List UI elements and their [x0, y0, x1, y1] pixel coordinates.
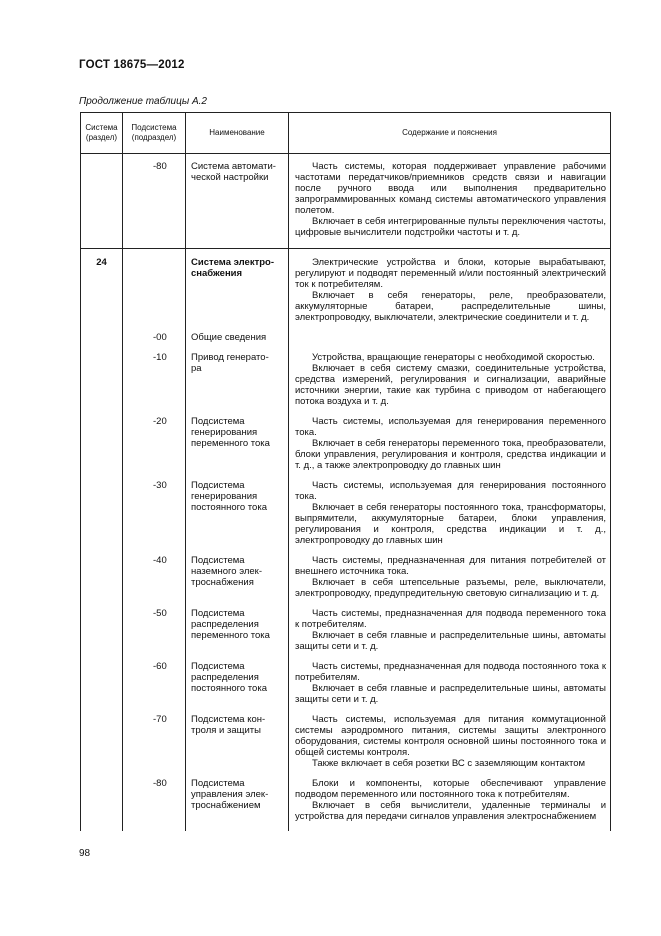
subsystem-code: -50 — [123, 608, 186, 661]
table-row — [81, 480, 611, 555]
item-description — [289, 608, 611, 661]
table-row — [81, 352, 611, 416]
subsystem-code: -80 — [123, 154, 186, 249]
item-name: Система автомати- ческой настройки — [186, 154, 289, 249]
subsystem-code: -10 — [123, 352, 186, 416]
description-paragraph: Включает в себя систему смазки, соединительные устройства, средства измерений, регулирования и сигнализации, аварийные источники энергии, такие как турбина с приводом от набегающего потока воздуха и т. д. — [295, 363, 606, 407]
description-paragraph: Также включает в себя розетки ВС с заземляющим контактом — [312, 758, 586, 769]
system-code — [81, 154, 123, 249]
description-paragraph: Часть системы, используемая для генерирования переменного тока. — [295, 416, 606, 438]
system-code — [81, 608, 123, 661]
item-name: Привод генерато- ра — [186, 352, 289, 416]
system-code — [81, 661, 123, 714]
subsystem-code: -60 — [123, 661, 186, 714]
header-content: Содержание и пояснения — [289, 113, 611, 154]
item-name: Подсистема распределения переменного тока — [186, 608, 289, 661]
description-paragraph: Включает в себя штепсельные разъемы, реле, выключатели, электропроводку, предупредительную световую сигнализацию и т. д. — [295, 577, 606, 599]
header-name: Наименование — [186, 113, 289, 154]
table-caption: Продолжение таблицы А.2 — [79, 96, 207, 107]
system-code — [81, 714, 123, 778]
system-code — [81, 778, 123, 831]
table-row — [81, 154, 611, 249]
subsystem-code: -70 — [123, 714, 186, 778]
table-row — [81, 714, 611, 778]
table-row — [81, 555, 611, 608]
system-code — [81, 352, 123, 416]
document-header: ГОСТ 18675—2012 — [79, 59, 185, 71]
system-code — [81, 416, 123, 480]
item-description — [289, 249, 611, 333]
item-name: Подсистема генерирования переменного тока — [186, 416, 289, 480]
item-name: Подсистема управления элек- троснабжением — [186, 778, 289, 831]
description-paragraph: Часть системы, предназначенная для подвода постоянного тока к потребителям. — [295, 661, 606, 683]
item-name: Система электро- снабжения — [186, 249, 289, 333]
description-paragraph: Часть системы, используемая для генерирования постоянного тока. — [295, 480, 606, 502]
system-code — [81, 480, 123, 555]
header-system: Система (раздел) — [81, 113, 123, 154]
item-description — [289, 714, 611, 778]
table-row — [81, 249, 611, 333]
system-code: 24 — [81, 249, 123, 333]
description-paragraph: Включает в себя главные и распределительные шины, автоматы защиты сети и т. д. — [295, 630, 606, 652]
item-name: Подсистема наземного элек- троснабжения — [186, 555, 289, 608]
item-description — [289, 480, 611, 555]
description-paragraph: Включает в себя генераторы постоянного тока, трансформаторы, выпрямители, аккумуляторные батареи, блоки управления, регулирования и контроля, средства индикации и т. д., электропроводку до главных шин — [295, 502, 606, 546]
header-subsystem: Подсистема (подраздел) — [123, 113, 186, 154]
description-paragraph: Включает в себя главные и распределительные шины, автоматы защиты сети и т. д. — [295, 683, 606, 705]
item-name: Общие сведения — [186, 332, 289, 352]
item-name: Подсистема генерирования постоянного тока — [186, 480, 289, 555]
description-paragraph: Часть системы, используемая для питания коммутационной системы аэродромного питания, системы защиты электронного оборудования, системы контроля основной шины постоянного тока и общей системы контроля. — [295, 714, 606, 758]
description-paragraph: Устройства, вращающие генераторы с необходимой скоростью. — [312, 352, 595, 363]
item-name: Подсистема кон- троля и защиты — [186, 714, 289, 778]
description-paragraph: Электрические устройства и блоки, которые вырабатывают, регулируют и подводят переменный и/или постоянный электрический ток к потребителям. — [295, 257, 606, 290]
item-description — [289, 416, 611, 480]
page-number: 98 — [79, 848, 91, 859]
table-row — [81, 661, 611, 714]
subsystem-code: -30 — [123, 480, 186, 555]
item-description — [289, 555, 611, 608]
description-paragraph: Часть системы, которая поддерживает управление рабочими частотами передатчиков/приемников средств связи и навигации после ручного ввода или выполнения предварительно запрограммированных команд системы автоматического управления полетом. — [295, 161, 606, 216]
table-row — [81, 608, 611, 661]
table-row — [81, 778, 611, 831]
classification-table — [80, 112, 611, 831]
description-paragraph: Блоки и компоненты, которые обеспечивают управление подводом переменного или постоянного тока к потребителям. — [295, 778, 606, 800]
item-description — [289, 661, 611, 714]
item-description — [289, 154, 611, 249]
table-header-row — [81, 113, 611, 154]
description-paragraph: Часть системы, предназначенная для питания потребителей от внешнего источника тока. — [295, 555, 606, 577]
system-code — [81, 332, 123, 352]
description-paragraph: Включает в себя генераторы, реле, преобразователи, аккумуляторные батареи, распределительные шины, электропроводку, выключатели, электрические соединители и т. д. — [295, 290, 606, 323]
subsystem-code: -20 — [123, 416, 186, 480]
item-description — [289, 332, 611, 352]
table-row — [81, 332, 611, 352]
subsystem-code — [123, 249, 186, 333]
description-paragraph: Часть системы, предназначенная для подвода переменного тока к потребителям. — [295, 608, 606, 630]
subsystem-code: -40 — [123, 555, 186, 608]
item-description — [289, 778, 611, 831]
item-description — [289, 352, 611, 416]
subsystem-code: -00 — [123, 332, 186, 352]
description-paragraph: Включает в себя интегрированные пульты переключения частоты, цифровые вычислители подстройки частоты и т. д. — [295, 216, 606, 238]
description-paragraph: Включает в себя генераторы переменного тока, преобразователи, блоки управления, регулирования и контроля, средства индикации и т. д., а также электропроводку до главных шин — [295, 438, 606, 471]
system-code — [81, 555, 123, 608]
table-row — [81, 416, 611, 480]
subsystem-code: -80 — [123, 778, 186, 831]
description-paragraph: Включает в себя вычислители, удаленные терминалы и устройства для передачи сигналов управления электроснабжением — [295, 800, 606, 822]
item-name: Подсистема распределения постоянного тока — [186, 661, 289, 714]
